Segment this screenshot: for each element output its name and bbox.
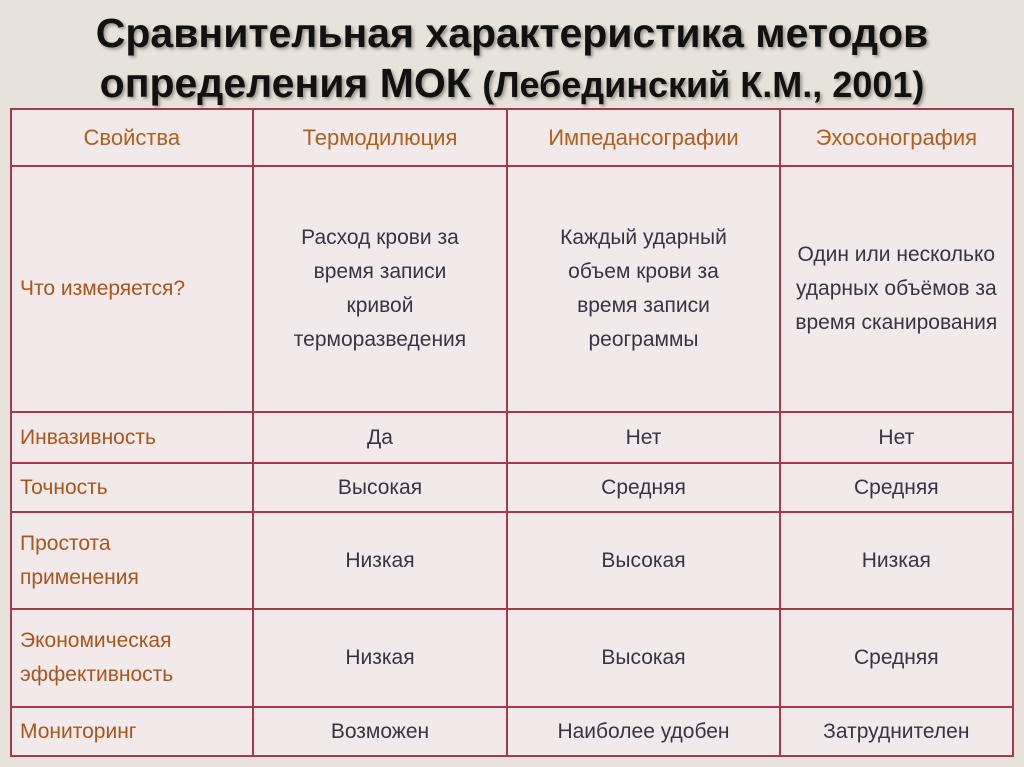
table-row [11,463,1013,512]
property-cell: Простота применения [11,512,253,609]
title-line-1: Сравнительная характеристика методов [95,10,929,56]
property-cell: Инвазивность [11,412,253,463]
header-cell: Свойства [11,109,253,166]
value-cell: Высокая [507,512,779,609]
title-line-2 [0,58,1024,110]
value-cell: Высокая [507,609,779,707]
value-cell: Наиболее удобен [507,707,779,756]
comparison-table [10,108,1014,757]
header-cell: Импедансографии [507,109,779,166]
value-cell: Затруднителен [780,707,1013,756]
value-cell: Низкая [253,512,508,609]
table-row [11,609,1013,707]
value-cell: Средняя [780,463,1013,512]
property-cell: Точность [11,463,253,512]
value-cell: Низкая [780,512,1013,609]
value-cell: Возможен [253,707,508,756]
value-cell: Расход крови за время записи кривой терморазведения [253,166,508,412]
value-cell: Один или несколько ударных объёмов за время сканирования [780,166,1013,412]
value-cell: Средняя [507,463,779,512]
header-cell: Эхосонография [780,109,1013,166]
value-cell: Средняя [780,609,1013,707]
table-row [11,412,1013,463]
property-cell: Мониторинг [11,707,253,756]
property-cell: Что измеряется? [11,166,253,412]
value-cell: Да [253,412,508,463]
property-cell: Экономическая эффективность [11,609,253,707]
table-row [11,707,1013,756]
slide-title [0,8,1024,110]
table-row [11,512,1013,609]
title-main: определения МОК [99,60,471,106]
value-cell: Нет [780,412,1013,463]
value-cell: Нет [507,412,779,463]
table-row [11,166,1013,412]
value-cell: Низкая [253,609,508,707]
header-cell: Термодилюция [253,109,508,166]
header-row [11,109,1013,166]
value-cell: Высокая [253,463,508,512]
title-citation: (Лебединский К.М., 2001) [482,64,925,105]
value-cell: Каждый ударный объем крови за время записи реограммы [507,166,779,412]
